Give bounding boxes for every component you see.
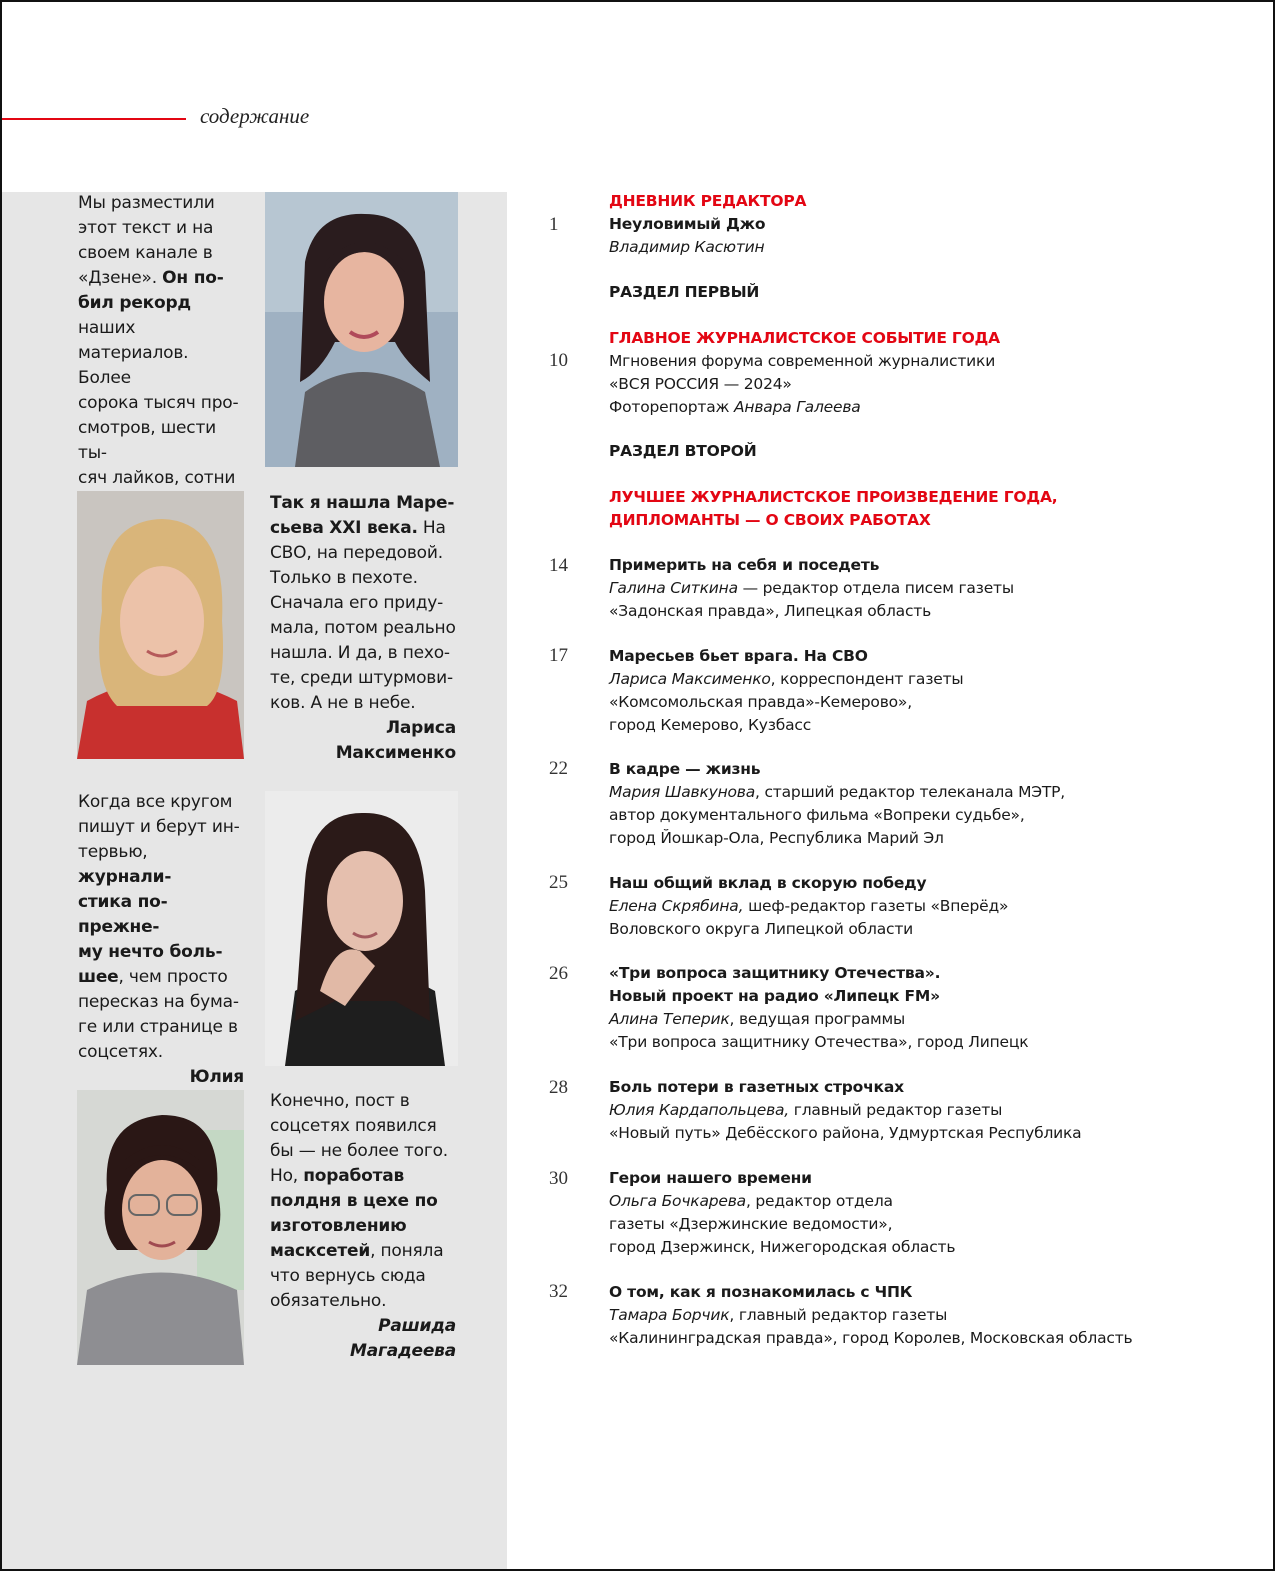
toc-page-number: 26 xyxy=(549,963,568,984)
quote-author: Магадеева xyxy=(350,1341,456,1361)
toc-entry[interactable]: «Три вопроса защитнику Отечества». Новый проект на радио «Липецк FM» Алина Теперик, ведущая программы «Три вопроса защитнику Отечества», город Липецк xyxy=(609,964,1029,1051)
photo-yulia-kardapoltseva xyxy=(265,791,458,1066)
photo-larisa-maksimenko xyxy=(77,491,244,759)
toc-entry[interactable]: Неуловимый Джо Владимир Касютин xyxy=(609,215,766,256)
quote-magadeeva: Конечно, пост в соцсетях появился бы — не более того. Но, поработав полдня в цехе по изготовлению масксетей, поняла что вернусь сюда обязательно. Рашида Магадеева xyxy=(270,1089,456,1364)
toc-section-editor: ДНЕВНИК РЕДАКТОРА xyxy=(609,192,807,210)
toc-page-number: 14 xyxy=(549,555,568,576)
toc-page-number: 17 xyxy=(549,645,568,666)
page-title: содержание xyxy=(200,104,310,128)
toc-section-event: ГЛАВНОЕ ЖУРНАЛИСТСКОЕ СОБЫТИЕ ГОДА xyxy=(609,329,1000,347)
quote-kardapoltseva: Когда все кругом пишут и берут ин- тервью, журнали- стика по-прежне- му нечто боль- шее, чем просто пересказ на бума- ге или странице в соцсетях. Юлия xyxy=(78,790,244,1115)
toc-section-best: ЛУЧШЕЕ ЖУРНАЛИСТСКОЕ ПРОИЗВЕДЕНИЕ ГОДА, ДИПЛОМАНТЫ — О СВОИХ РАБОТАХ xyxy=(609,488,1058,529)
quote-author: Рашида xyxy=(378,1316,456,1336)
toc-page-number: 28 xyxy=(549,1077,568,1098)
toc-page-number: 22 xyxy=(549,758,568,779)
toc-page-number: 10 xyxy=(549,350,568,371)
toc-page-number: 32 xyxy=(549,1281,568,1302)
quote-sitkina: Мы разместили этот текст и на своем канале в «Дзене». Он по- бил рекорд наших материалов. Более сорока тысяч про- смотров, шести ты- сяч лайков, сотни xyxy=(78,191,244,541)
photo-rashida-magadeeva xyxy=(77,1090,244,1365)
toc-entry[interactable]: Наш общий вклад в скорую победу Елена Скрябина, шеф-редактор газеты «Вперёд» Воловского округа Липецкой области xyxy=(609,874,1009,938)
photo-galina-sitkina xyxy=(265,192,458,467)
toc-entry[interactable]: В кадре — жизнь Мария Шавкунова, старший редактор телеканала МЭТР, автор документального фильма «Вопреки судьбе», город Йошкар-Ола, Республика Марий Эл xyxy=(609,760,1066,847)
toc-part-heading: РАЗДЕЛ ВТОРОЙ xyxy=(609,442,757,460)
quote-author: Максименко xyxy=(335,743,456,763)
quote-maksimenko: Так я нашла Маре- сьева XXI века. На СВО, на передовой. Только в пехоте. Сначала его приду- мала, потом реально нашла. И да, в пехо- те, среди штурмови- ков. А не в небе. Лариса Максименко xyxy=(270,491,456,766)
toc-part-heading: РАЗДЕЛ ПЕРВЫЙ xyxy=(609,283,760,301)
quote-author: Юлия xyxy=(189,1067,244,1087)
toc-entry[interactable]: Примерить на себя и поседеть Галина Ситкина — редактор отдела писем газеты «Задонская правда», Липецкая область xyxy=(609,556,1014,620)
header-rule xyxy=(2,118,186,120)
toc-page-number: 1 xyxy=(549,214,559,235)
toc-entry[interactable]: Мгновения форума современной журналистики «ВСЯ РОССИЯ — 2024» Фоторепортаж Анвара Галеева xyxy=(609,352,996,416)
toc-entry[interactable]: Боль потери в газетных строчках Юлия Кардапольцева, главный редактор газеты «Новый путь» Дебёсского района, Удмуртская Республика xyxy=(609,1078,1082,1142)
toc-page-number: 30 xyxy=(549,1168,568,1189)
toc-page-number: 25 xyxy=(549,872,568,893)
quote-author: Лариса xyxy=(385,718,456,738)
toc-entry[interactable]: Герои нашего времени Ольга Бочкарева, редактор отдела газеты «Дзержинские ведомости», город Дзержинск, Нижегородская область xyxy=(609,1169,956,1256)
toc-entry[interactable]: О том, как я познакомилась с ЧПК Тамара Борчик, главный редактор газеты «Калининградская правда», город Королев, Московская область xyxy=(609,1283,1133,1347)
toc-entry[interactable]: Маресьев бьет врага. На СВО Лариса Максименко, корреспондент газеты «Комсомольская правда»-Кемерово», город Кемерово, Кузбасс xyxy=(609,647,964,734)
